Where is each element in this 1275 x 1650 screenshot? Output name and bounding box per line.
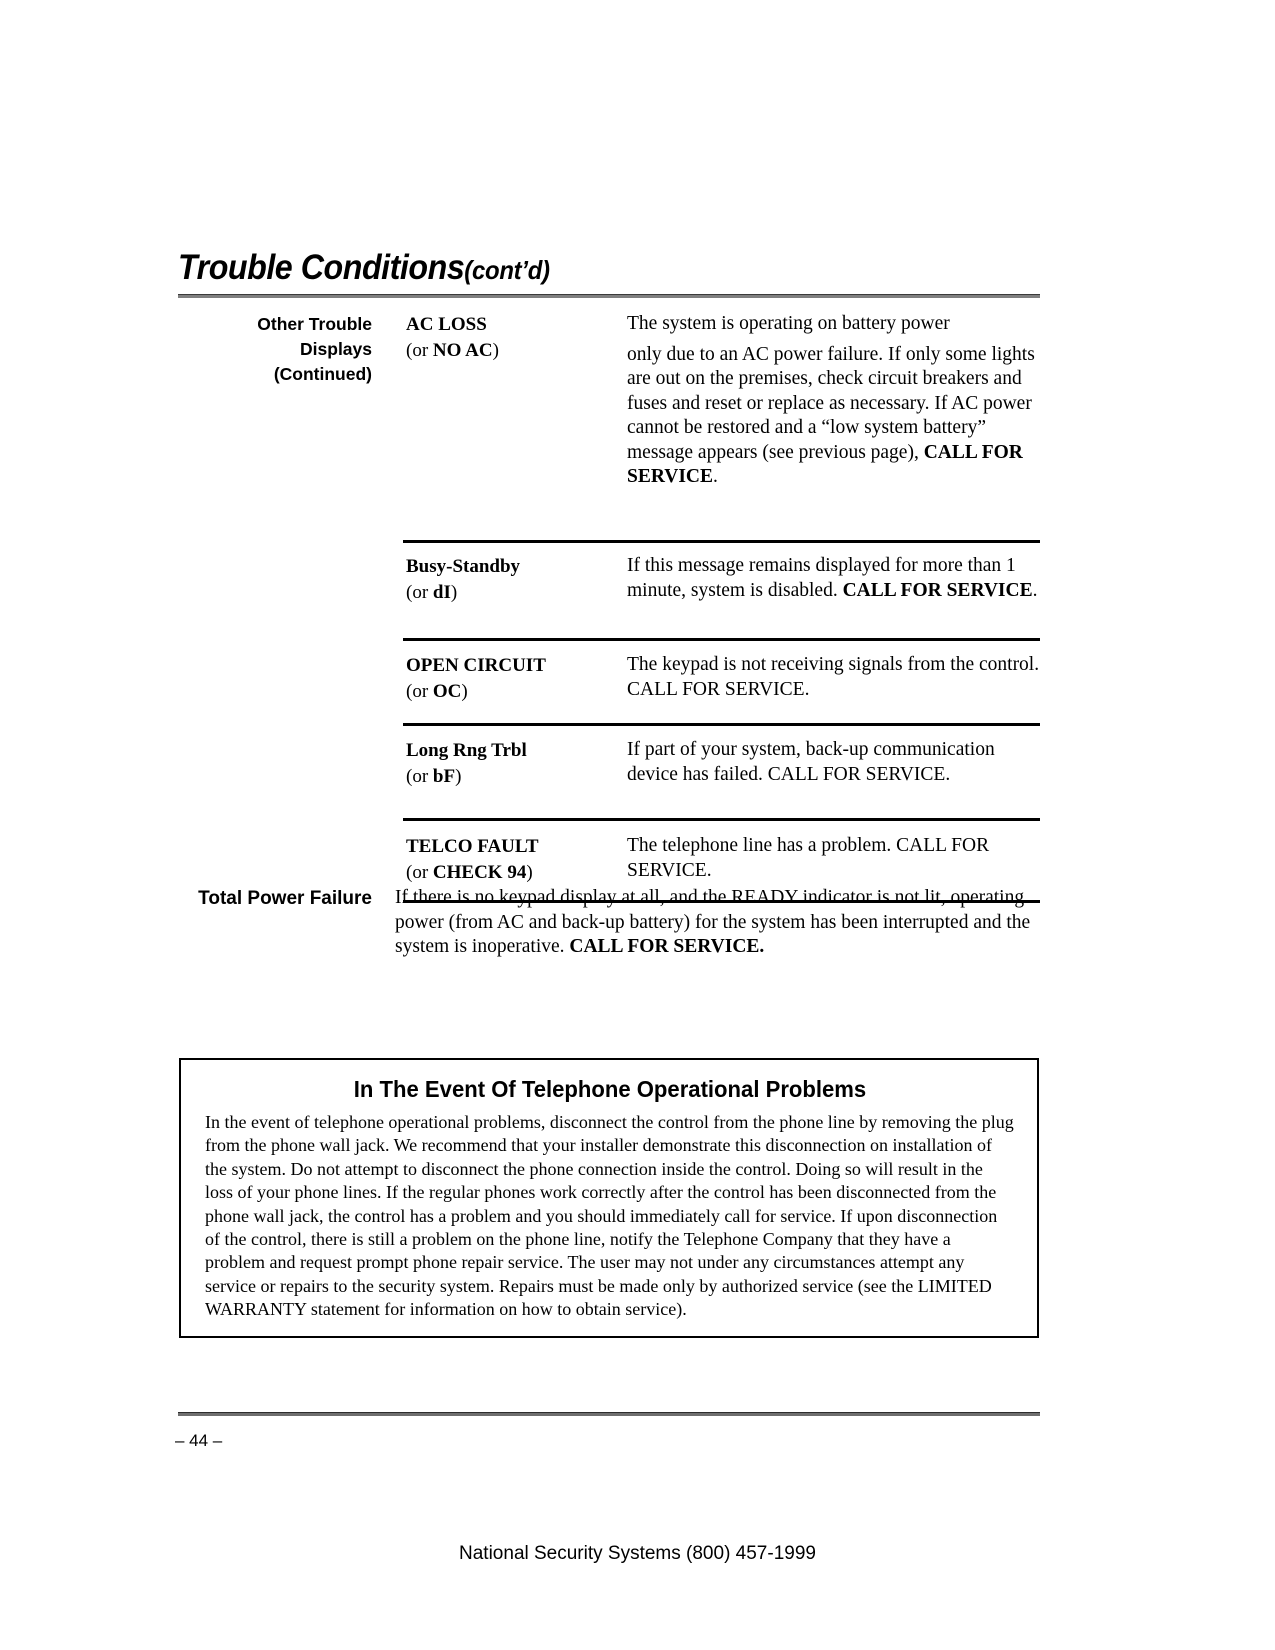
condition-term-alt [406, 580, 622, 606]
note-box-title: In The Event Of Telephone Operational Problems [353, 1076, 867, 1102]
desc-text: The keypad is not receiving signals from the control. CALL FOR SERVICE. [627, 654, 1040, 700]
desc-text: The telephone line has a problem. CALL FOR SERVICE. [627, 835, 990, 881]
telephone-problems-note-box [179, 1058, 1039, 1338]
alt-prefix: (or [406, 680, 433, 702]
total-power-failure-label: Total Power Failure [198, 888, 372, 909]
desc-tail: . [1032, 579, 1038, 601]
trouble-conditions-table [178, 312, 1040, 900]
page-title-main: Trouble Conditions [178, 248, 465, 287]
condition-term-alt [406, 764, 622, 790]
desc-text: If this message remains displayed for more than 1 minute, system is disabled. [627, 555, 1016, 601]
alt-suffix: ) [461, 680, 468, 702]
row-divider [403, 723, 1040, 726]
section-label-line2: Displays [300, 339, 372, 359]
alt-code: NO AC [432, 339, 493, 361]
row-divider [403, 540, 1040, 543]
condition-term [390, 554, 622, 605]
alt-suffix: ) [450, 581, 458, 603]
condition-term-alt [406, 679, 622, 705]
condition-term-name: TELCO FAULT [406, 836, 539, 857]
table-row [178, 540, 1040, 638]
alt-code: CHECK 94 [432, 861, 527, 883]
alt-suffix: ) [492, 339, 499, 361]
alt-prefix: (or [406, 581, 433, 603]
condition-term-name: Busy-Standby [406, 556, 521, 577]
table-row [178, 312, 1040, 540]
page-number: – 44 – [175, 1431, 223, 1450]
condition-term [390, 834, 622, 885]
section-label-line3: (Continued) [273, 364, 372, 384]
condition-term [390, 312, 622, 363]
condition-description [622, 653, 1040, 702]
desc-text: If part of your system, back-up communication device has failed. CALL FOR SERVICE. [627, 739, 995, 785]
section-label [178, 312, 390, 387]
alt-code: dI [432, 581, 451, 603]
condition-term-alt [406, 860, 622, 886]
page-title-text [178, 248, 971, 290]
table-row [178, 638, 1040, 723]
footer-company-line: National Security Systems (800) 457-1999 [459, 1543, 816, 1564]
alt-suffix: ) [526, 861, 533, 883]
total-power-failure-text [390, 886, 1040, 960]
condition-term [390, 738, 622, 789]
footer-divider-rule [178, 1412, 1040, 1416]
note-box-body: In the event of telephone operational problems, disconnect the control from the phone line by removing the plug from the phone wall jack. We recommend that your installer demonstrate this disconnection on installation of the system. Do not attempt to disconnect the phone connection inside the control. Doing so will result in the loss of your phone lines. If the regular phones work correctly after the control has been disconnected from the phone wall jack, the control has a problem and you should immediately call for service. If upon disconnection of the control, there is still a problem on the phone line, notify the Telephone Company that they have a problem and request prompt phone repair service. The user may not under any circumstances attempt any service or repairs to the security system. Repairs must be made only by authorized service (see the LIMITED WARRANTY statement for information on how to obtain service). [205, 1112, 1014, 1320]
condition-term-name: AC LOSS [406, 314, 487, 335]
tpf-text: If there is no keypad display at all, and the READY indicator is not lit, operating power (from AC and back-up battery) for the system has been interrupted and the system is inoperative. [395, 887, 1031, 957]
row-divider [403, 638, 1040, 641]
condition-description [622, 554, 1040, 603]
alt-code: OC [432, 680, 462, 702]
desc-emphasis: CALL FOR SERVICE [627, 441, 1023, 487]
alt-prefix: (or [406, 861, 433, 883]
condition-description [622, 312, 1040, 490]
desc-tail: . [713, 466, 718, 487]
alt-suffix: ) [455, 765, 462, 787]
condition-description-lead: The system is operating on battery power [627, 313, 950, 334]
row-divider [403, 818, 1040, 821]
condition-term-name: OPEN CIRCUIT [406, 655, 546, 676]
desc-emphasis: CALL FOR SERVICE [842, 579, 1033, 601]
condition-description [622, 738, 1040, 787]
page-title-suffix: (cont’d) [464, 255, 550, 285]
condition-term [390, 653, 622, 704]
page-title [178, 248, 1040, 290]
condition-term-alt [406, 338, 622, 364]
condition-term-name: Long Rng Trbl [406, 740, 527, 761]
condition-description [622, 834, 1040, 883]
section-label-line1: Other Trouble [257, 314, 372, 334]
title-divider-rule [178, 294, 1040, 298]
tpf-emphasis: CALL FOR SERVICE. [569, 936, 765, 957]
table-row [178, 723, 1040, 818]
alt-code: bF [432, 765, 456, 787]
alt-prefix: (or [406, 765, 433, 787]
desc-text: only due to an AC power failure. If only some lights are out on the premises, check circuit breakers and fuses and reset or replace as necessary. If AC power cannot be restored and a “low system battery” message appears (see previous page), [627, 343, 1035, 463]
alt-prefix: (or [406, 339, 433, 361]
total-power-failure-section [178, 886, 1040, 960]
condition-description-body [627, 343, 1040, 490]
